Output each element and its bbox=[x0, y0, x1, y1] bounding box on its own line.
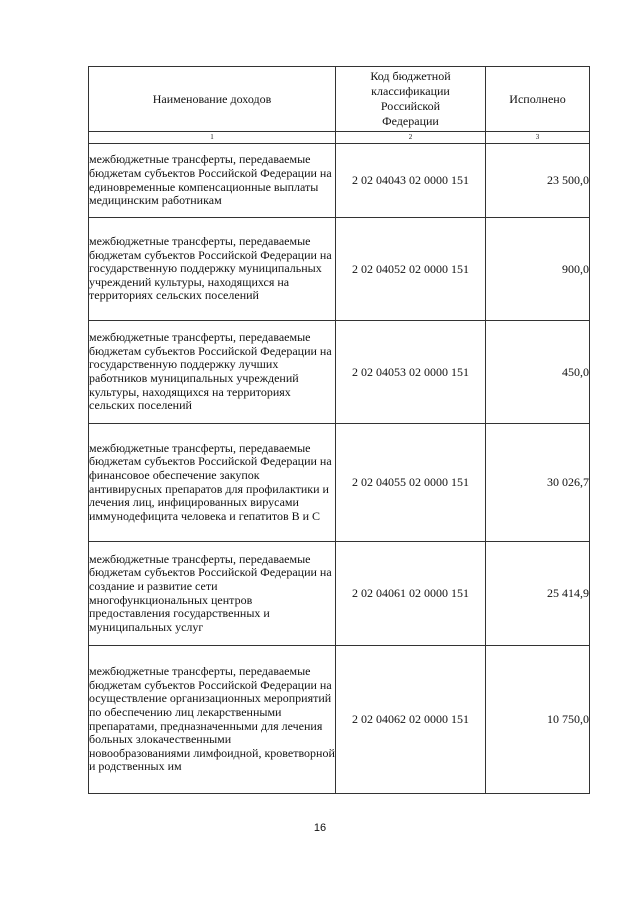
column-number: 1 bbox=[89, 132, 336, 144]
executed-value: 25 414,9 bbox=[486, 542, 590, 646]
header-revenue-name: Наименование доходов bbox=[89, 67, 336, 132]
header-budget-code: Код бюджетной классификации Российской Федерации bbox=[336, 67, 486, 132]
budget-code: 2 02 04052 02 0000 151 bbox=[336, 218, 486, 321]
table-row bbox=[89, 424, 590, 542]
budget-code: 2 02 04055 02 0000 151 bbox=[336, 424, 486, 542]
revenue-name: межбюджетные трансферты, передаваемые бюджетам субъектов Российской Федерации на создание и развитие сети многофункциональных центров предоставления государственных и муниципальных услуг bbox=[89, 542, 336, 646]
revenue-table bbox=[88, 66, 590, 794]
column-number: 2 bbox=[336, 132, 486, 144]
table-row bbox=[89, 542, 590, 646]
budget-code: 2 02 04062 02 0000 151 bbox=[336, 646, 486, 794]
executed-value: 23 500,0 bbox=[486, 144, 590, 218]
budget-code: 2 02 04061 02 0000 151 bbox=[336, 542, 486, 646]
table-row bbox=[89, 321, 590, 424]
revenue-name: межбюджетные трансферты, передаваемые бюджетам субъектов Российской Федерации на финансовое обеспечение закупок антивирусных препаратов для профилактики и лечения лиц, инфицированных вирусами иммунодефицита человека и гепатитов В и С bbox=[89, 424, 336, 542]
executed-value: 30 026,7 bbox=[486, 424, 590, 542]
table-row bbox=[89, 218, 590, 321]
page-number: 16 bbox=[313, 822, 327, 834]
column-number: 3 bbox=[486, 132, 590, 144]
revenue-name: межбюджетные трансферты, передаваемые бюджетам субъектов Российской Федерации на государственную поддержку лучших работников муниципальных учреждений культуры, находящихся на территориях сельских поселений bbox=[89, 321, 336, 424]
executed-value: 900,0 bbox=[486, 218, 590, 321]
header-executed: Исполнено bbox=[486, 67, 590, 132]
budget-code: 2 02 04043 02 0000 151 bbox=[336, 144, 486, 218]
table-row bbox=[89, 646, 590, 794]
revenue-name: межбюджетные трансферты, передаваемые бюджетам субъектов Российской Федерации на осуществление организационных мероприятий по обеспечению лиц лекарственными препаратами, предназначенными для лечения больных злокачественными новообразованиями лимфоидной, кроветворной и родственных им bbox=[89, 646, 336, 794]
revenue-name: межбюджетные трансферты, передаваемые бюджетам субъектов Российской Федерации на единовременные компенсационные выплаты медицинским работникам bbox=[89, 144, 336, 218]
column-number-row bbox=[89, 132, 590, 144]
revenue-name: межбюджетные трансферты, передаваемые бюджетам субъектов Российской Федерации на государственную поддержку муниципальных учреждений культуры, находящихся на территориях сельских поселений bbox=[89, 218, 336, 321]
executed-value: 450,0 bbox=[486, 321, 590, 424]
table-row bbox=[89, 144, 590, 218]
header-row bbox=[89, 67, 590, 132]
executed-value: 10 750,0 bbox=[486, 646, 590, 794]
budget-code: 2 02 04053 02 0000 151 bbox=[336, 321, 486, 424]
